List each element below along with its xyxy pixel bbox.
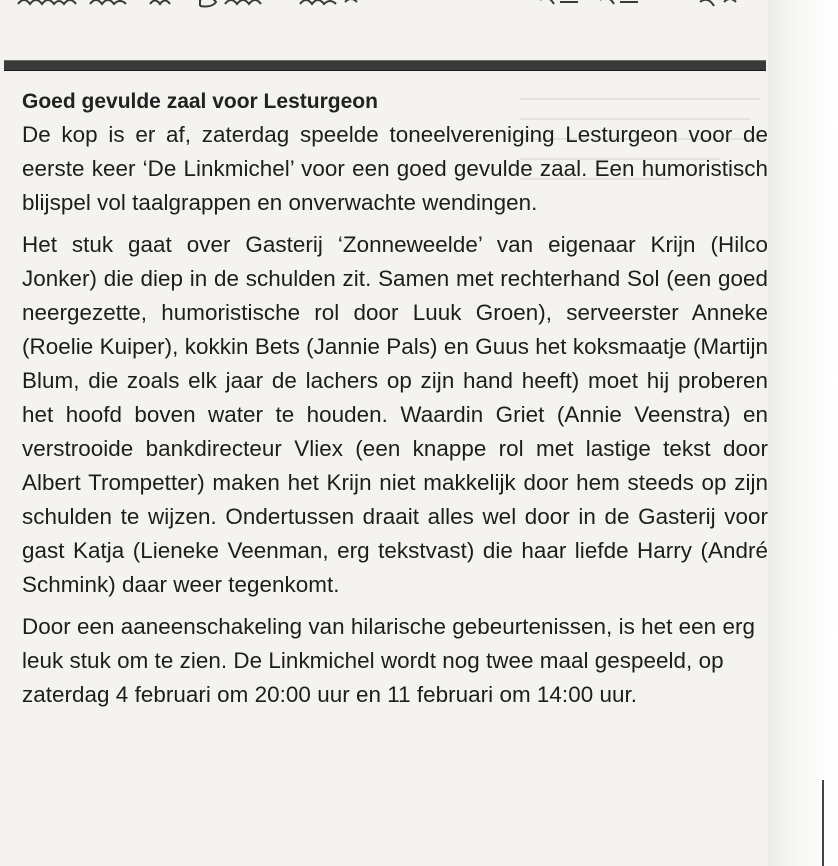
header-rule <box>4 60 766 71</box>
article-paragraph-2: Het stuk gaat over Gasterij ‘Zonneweelde’ van eigenaar Krijn (Hilco Jonker) die diep in de schulden zit. Samen met rechterhand Sol (een goed neergezette, humoristische rol door Luuk Groen), serveerster Anneke (Roelie Kuiper), kokkin Bets (Jannie Pals) en Guus het koksmaatje (Martijn Blum, die zoals elk jaar de lachers op zijn hand heeft) moet hij proberen het hoofd boven water te houden. Waardin Griet (Annie Veenstra) en verstrooide bankdirecteur Vliex (een knappe rol met lastige tekst door Albert Trompetter) maken het Krijn niet makkelijk door hem steeds op zijn schulden te wijzen. Ondertussen draait alles wel door in de Gasterij voor gast Katja (Lieneke Veenman, erg tekstvast) die haar liefde Harry (André Schmink) daar weer tegenkomt. <box>22 232 768 597</box>
article-paragraph-3: Door een aaneenschakeling van hilarische gebeurtenissen, is het een erg leuk stuk om te zien. De Linkmichel wordt nog twee maal gespeeld, op zaterdag 4 februari om 20:00 uur en 11 februari om 14:00 uur. <box>22 614 755 707</box>
paper-edge <box>768 0 838 866</box>
article-paragraph-1: De kop is er af, zaterdag speelde toneelvereniging Lesturgeon voor de eerste keer ‘De Linkmichel’ voor een goed gevulde zaal. Een humoristisch blijspel vol taalgrappen en onverwachte wendingen. <box>22 122 768 215</box>
newspaper-article <box>22 86 768 720</box>
paper-edge-line <box>822 780 824 866</box>
handwritten-scribble <box>0 0 760 12</box>
handwriting-fragment <box>0 0 760 12</box>
article-headline: Goed gevulde zaal voor Lesturgeon <box>22 90 378 113</box>
